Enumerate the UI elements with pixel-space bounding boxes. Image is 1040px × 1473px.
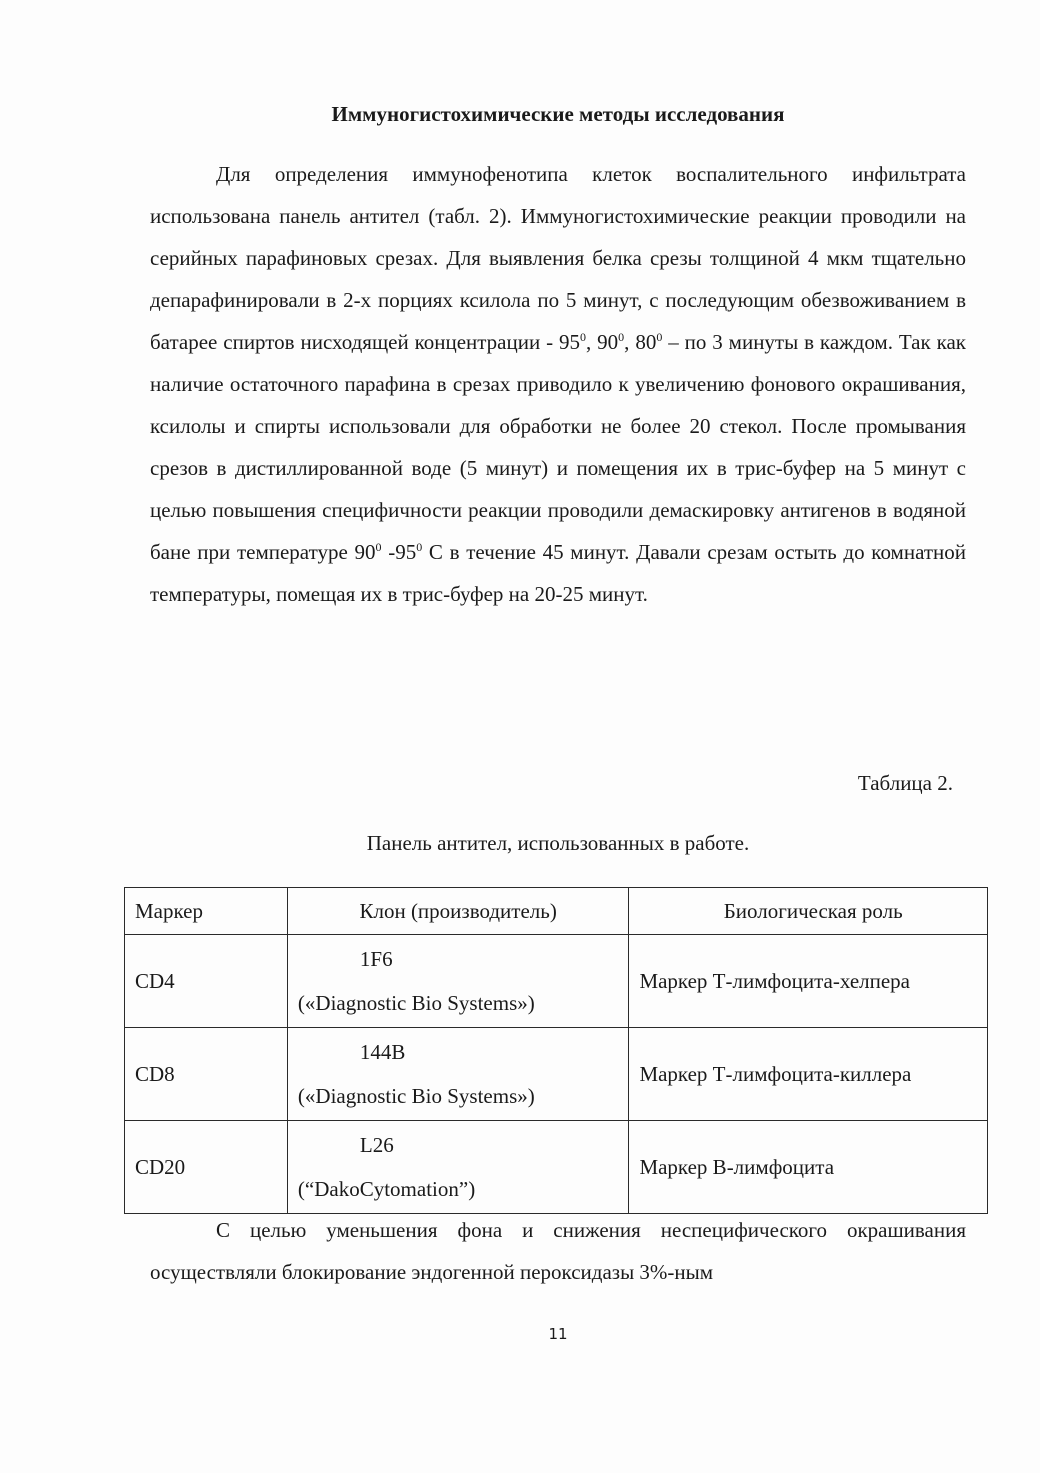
cell-clone — [287, 1121, 629, 1214]
page-number: 11 — [548, 1325, 568, 1343]
clone-name: 144B — [359, 1040, 406, 1064]
para1-text-2: , 90 — [586, 330, 619, 354]
cell-clone — [287, 935, 629, 1028]
cell-role: Маркер Т-лимфоцита-киллера — [629, 1028, 988, 1121]
header-clone: Клон (производитель) — [287, 888, 629, 935]
table-header-row — [125, 888, 988, 935]
clone-manufacturer: («Diagnostic Bio Systems») — [297, 991, 535, 1015]
para1-text-5: -95 — [381, 540, 417, 564]
table-row — [125, 1121, 988, 1214]
cell-clone — [287, 1028, 629, 1121]
table-caption: Таблица 2. — [857, 771, 953, 795]
cell-marker: CD20 — [125, 1121, 288, 1214]
table-row — [125, 935, 988, 1028]
degree-sup-1: 0 — [580, 330, 587, 344]
paragraph-blocking: С целью уменьшения фона и снижения неспецифического окрашивания осуществляли блокирование эндогенной пероксидазы 3%-ным — [150, 1218, 966, 1284]
header-marker: Маркер — [125, 888, 288, 935]
degree-sup-4: 0 — [375, 540, 382, 554]
para1-text-1: Для определения иммунофенотипа клеток воспалительного инфильтрата использована панель антител (табл. 2). Иммуногистохимические реакции проводили на серийных парафиновых срезах. Для выявления белка срезы толщиной 4 мкм тщательно депарафинировали в 2-х порциях ксилола по 5 минут, с последующим обезвоживанием в батарее спиртов нисходящей концентрации - 95 — [150, 162, 966, 354]
table-row — [125, 1028, 988, 1121]
degree-sup-2: 0 — [618, 330, 625, 344]
header-role: Биологическая роль — [629, 888, 988, 935]
section-heading: Иммуногистохимические методы исследования — [331, 102, 785, 126]
degree-sup-3: 0 — [656, 330, 663, 344]
cell-marker: CD8 — [125, 1028, 288, 1121]
cell-role: Маркер В-лимфоцита — [629, 1121, 988, 1214]
clone-manufacturer: («Diagnostic Bio Systems») — [297, 1084, 535, 1108]
clone-manufacturer: (“DakoCytomation”) — [297, 1177, 476, 1201]
clone-name: L26 — [359, 1133, 394, 1157]
clone-name: 1F6 — [359, 947, 393, 971]
antibody-panel-table — [124, 887, 988, 1214]
para1-text-4: – по 3 минуты в каждом. Так как наличие остаточного парафина в срезах приводило к увеличению фонового окрашивания, ксилолы и спирты использовали для обработки не более 20 стекол. После промывания срезов в дистиллированной воде (5 минут) и помещения их в трис-буфер на 5 минут с целью повышения специфичности реакции проводили демаскировку антигенов в водяной бане при температуре 90 — [150, 330, 967, 564]
table-title: Панель антител, использованных в работе. — [366, 831, 750, 855]
degree-sup-5: 0 — [416, 540, 423, 554]
para1-text-6: С в течение 45 минут. Давали срезам остыть до комнатной температуры, помещая их в трис-буфер на 20-25 минут. — [150, 540, 966, 606]
paragraph-methods — [150, 153, 966, 615]
para1-text-3: , 80 — [624, 330, 657, 354]
cell-role: Маркер Т-лимфоцита-хелпера — [629, 935, 988, 1028]
cell-marker: CD4 — [125, 935, 288, 1028]
